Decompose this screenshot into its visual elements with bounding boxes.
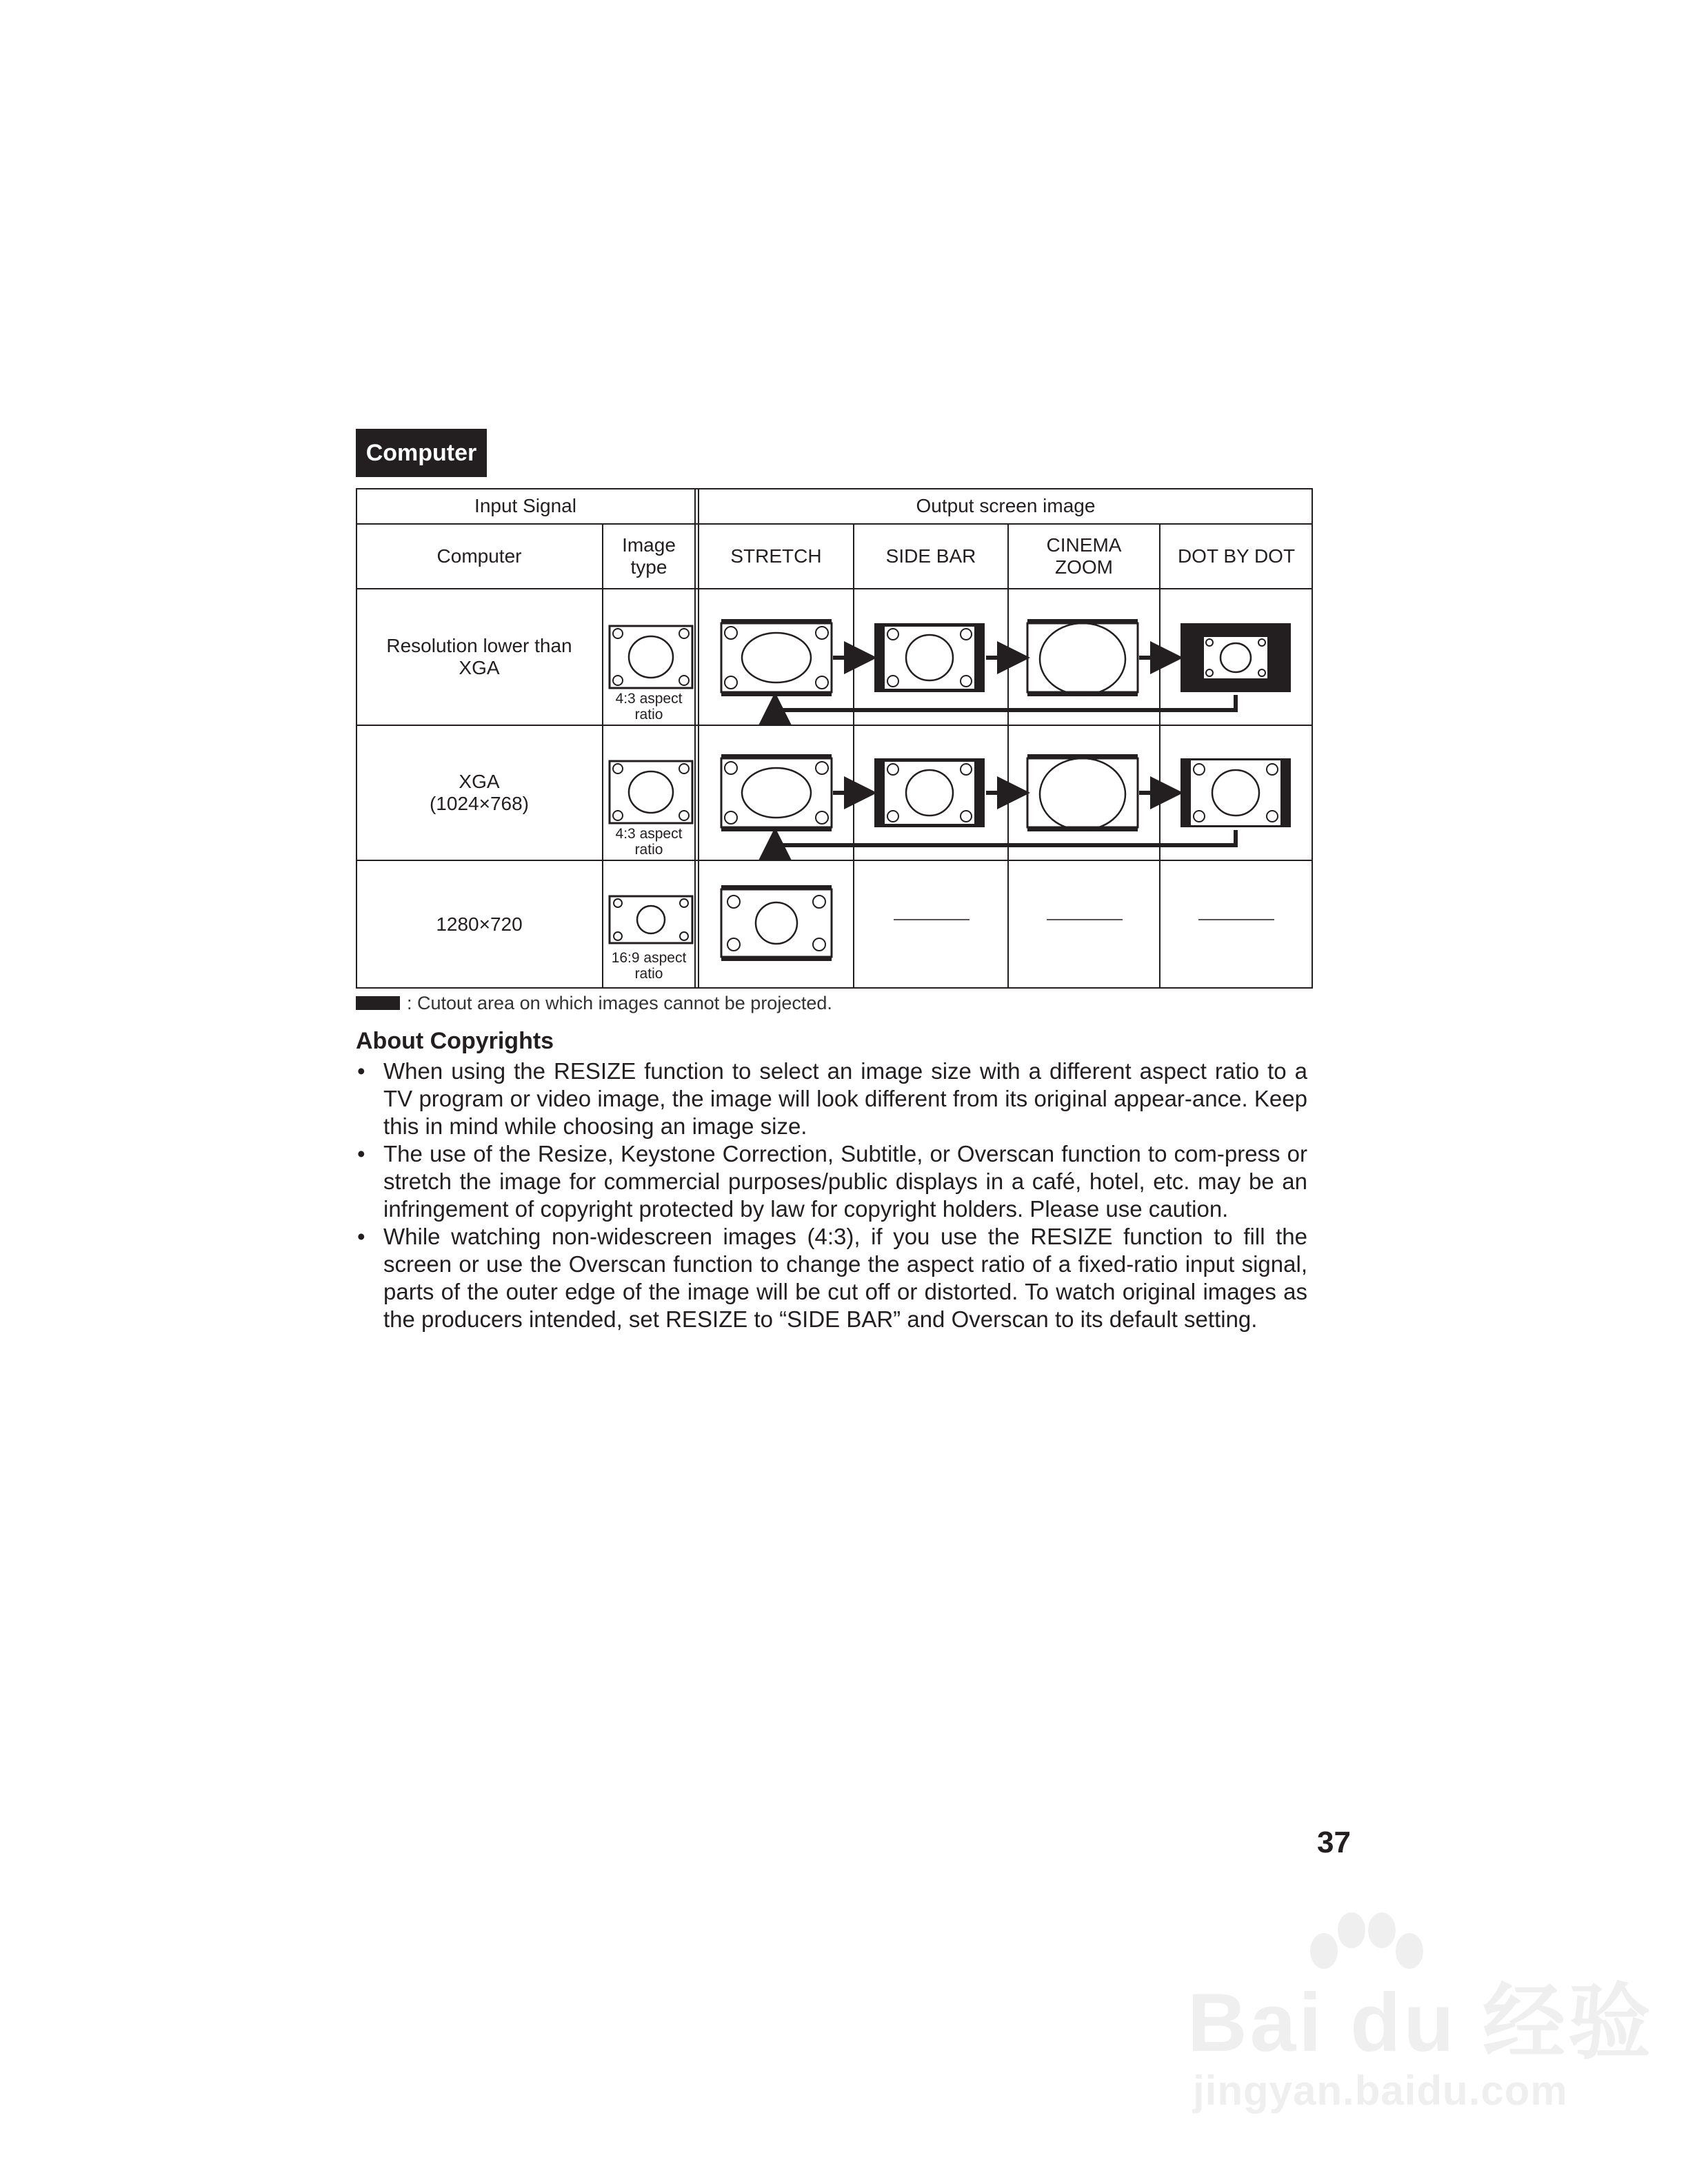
row-label-line: (1024×768) xyxy=(429,793,529,814)
row-label-line: XGA xyxy=(459,771,500,792)
row-label-line: Resolution lower than xyxy=(386,635,572,656)
dot-by-dot-image xyxy=(1180,623,1291,692)
input-thumbnail-4x3 xyxy=(610,626,692,688)
cutout-swatch-icon xyxy=(356,996,400,1010)
watermark-url: jingyan.baidu.com xyxy=(1193,2067,1568,2114)
aspect-caption-line: ratio xyxy=(634,842,663,858)
dot-by-dot-image xyxy=(1180,758,1291,827)
aspect-caption-line: ratio xyxy=(634,707,663,722)
cinema-zoom-image xyxy=(1027,619,1138,696)
resize-table xyxy=(356,488,1313,989)
cinema-zoom-col-header xyxy=(1008,524,1160,589)
input-signal-header: Input Signal xyxy=(474,495,576,516)
watermark-brand: Bai du 经验 xyxy=(1187,1976,1654,2069)
image-type-line-2: type xyxy=(630,556,667,578)
row-label-low-res xyxy=(356,589,603,725)
legend-text: : Cutout area on which images cannot be projected. xyxy=(407,992,832,1013)
cinema-zoom-image xyxy=(1027,754,1138,831)
output-screen-header: Output screen image xyxy=(916,495,1096,516)
computer-col-header: Computer xyxy=(436,545,522,567)
aspect-caption xyxy=(603,826,695,858)
row-label-1280x720 xyxy=(356,860,603,989)
image-type-line-1: Image xyxy=(622,534,676,556)
aspect-caption xyxy=(603,950,695,982)
aspect-caption-line: 4:3 aspect xyxy=(615,691,683,707)
sidebar-image xyxy=(874,623,985,692)
cinema-zoom-line-1: CINEMA xyxy=(1046,534,1122,556)
aspect-caption xyxy=(603,691,695,722)
row-label-line: 1280×720 xyxy=(436,913,523,935)
aspect-caption-line: ratio xyxy=(634,966,663,982)
copyrights-bullet: • The use of the Resize, Keystone Correction, Subtitle, or Overscan function to com-press or stretch the image for commercial purposes/public displays in a café, hotel, etc. may be an infringement of copyright protected by law for copyright holders. Please use caution. xyxy=(356,1140,1307,1223)
aspect-caption-line: 16:9 aspect xyxy=(611,950,687,966)
stretch-image xyxy=(721,885,832,961)
stretch-col-header: STRETCH xyxy=(730,545,822,567)
copyrights-list xyxy=(356,1058,1307,1333)
copyrights-bullet: • When using the RESIZE function to select an image size with a different aspect ratio to a TV program or video image, the image will look different from its original appear-ance. Keep this in mind while choosing an image size. xyxy=(356,1058,1307,1140)
legend xyxy=(356,993,832,1013)
copyrights-section xyxy=(356,1027,1307,1333)
section-title: Computer xyxy=(356,429,487,477)
return-arrow-icon xyxy=(775,695,1236,710)
copyrights-title: About Copyrights xyxy=(356,1028,554,1054)
page-number: 37 xyxy=(1317,1826,1351,1859)
cinema-zoom-line-2: ZOOM xyxy=(1055,556,1113,578)
side-bar-col-header: SIDE BAR xyxy=(885,545,976,567)
aspect-caption-line: 4:3 aspect xyxy=(615,826,683,842)
input-thumbnail-16x9 xyxy=(610,896,692,943)
image-type-col-header xyxy=(603,524,695,589)
dot-by-dot-col-header: DOT BY DOT xyxy=(1177,545,1296,567)
stretch-image xyxy=(721,619,832,696)
input-thumbnail-4x3 xyxy=(610,761,692,823)
copyrights-bullet: • While watching non-widescreen images (4:3), if you use the RESIZE function to fill the screen or use the Overscan function to change the aspect ratio of a fixed-ratio input signal, parts of the outer edge of the image will be cut off or distorted. To watch original images as the producers intended, set RESIZE to “SIDE BAR” and Overscan to its default setting. xyxy=(356,1223,1307,1333)
return-arrow-icon xyxy=(775,830,1236,845)
sidebar-image xyxy=(874,758,985,827)
stretch-image xyxy=(721,754,832,831)
row-label-xga xyxy=(356,725,603,860)
row-label-line: XGA xyxy=(459,657,500,678)
